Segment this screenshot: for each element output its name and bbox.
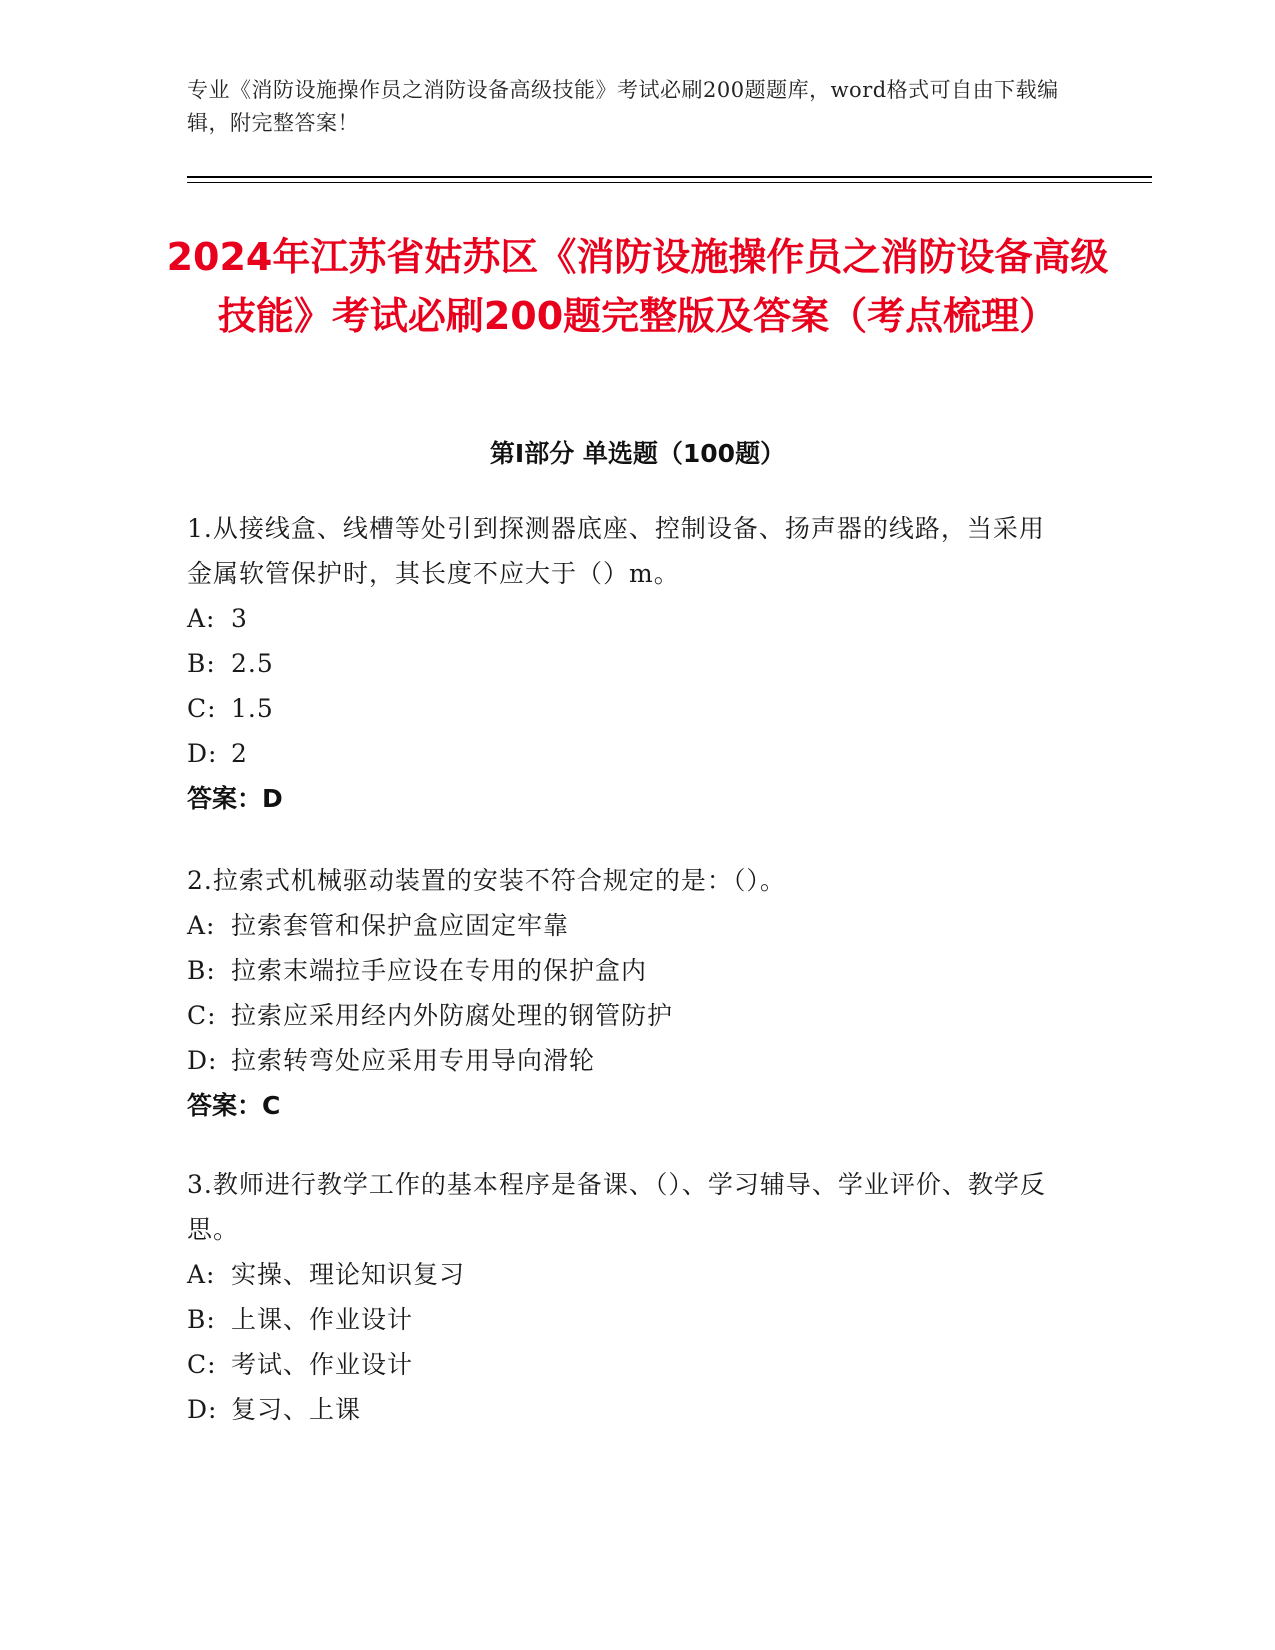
option-c: [187, 1342, 1067, 1387]
option-key: D:: [187, 739, 218, 768]
answer: 答案：D: [187, 784, 283, 813]
question-1: [187, 506, 1067, 821]
question-stem: 1.从接线盒、线槽等处引到探测器底座、控制设备、扬声器的线路，当采用金属软管保护时，其长度不应大于（）m。: [187, 514, 1045, 588]
option-key: A:: [187, 911, 216, 940]
option-d: [187, 1038, 1067, 1083]
option-b: [187, 948, 1067, 993]
option-text: 拉索应采用经内外防腐处理的钢管防护: [231, 1001, 674, 1030]
option-c: [187, 993, 1067, 1038]
question-2: [187, 858, 1067, 1128]
option-text: 2: [231, 739, 248, 768]
question-3: [187, 1162, 1067, 1432]
option-text: 拉索转弯处应采用专用导向滑轮: [231, 1046, 596, 1075]
option-key: D:: [187, 1046, 218, 1075]
option-c: [187, 686, 1067, 731]
option-a: [187, 596, 1067, 641]
question-stem: 2.拉索式机械驱动装置的安装不符合规定的是：（）。: [187, 866, 786, 895]
option-key: C:: [187, 694, 217, 723]
option-a: [187, 1252, 1067, 1297]
option-key: C:: [187, 1350, 217, 1379]
option-text: 复习、上课: [231, 1395, 362, 1424]
option-b: [187, 1297, 1067, 1342]
answer: 答案：C: [187, 1091, 281, 1120]
option-key: B:: [187, 649, 216, 678]
header-note: 专业《消防设施操作员之消防设备高级技能》考试必刷200题题库，word格式可自由下载编辑，附完整答案！: [187, 78, 1059, 135]
option-text: 2.5: [231, 649, 274, 678]
option-d: [187, 1387, 1067, 1432]
section-title: 第Ⅰ部分 单选题（100题）: [489, 439, 786, 468]
document-title: 2024年江苏省姑苏区《消防设施操作员之消防设备高级技能》考试必刷200题完整版及答案（考点梳理）: [166, 235, 1109, 338]
option-text: 考试、作业设计: [231, 1350, 414, 1379]
option-key: A:: [187, 604, 216, 633]
option-a: [187, 903, 1067, 948]
question-stem: 3.教师进行教学工作的基本程序是备课、（）、学习辅导、学业评价、教学反思。: [187, 1170, 1046, 1244]
option-key: C:: [187, 1001, 217, 1030]
option-text: 3: [231, 604, 248, 633]
header-divider-thick: [187, 176, 1152, 178]
option-text: 拉索末端拉手应设在专用的保护盒内: [231, 956, 648, 985]
option-key: B:: [187, 1305, 216, 1334]
option-key: D:: [187, 1395, 218, 1424]
option-text: 1.5: [231, 694, 274, 723]
option-text: 上课、作业设计: [231, 1305, 414, 1334]
option-d: [187, 731, 1067, 776]
option-key: B:: [187, 956, 216, 985]
option-key: A:: [187, 1260, 216, 1289]
option-b: [187, 641, 1067, 686]
option-text: 拉索套管和保护盒应固定牢靠: [231, 911, 570, 940]
header-divider-thin: [187, 182, 1152, 183]
option-text: 实操、理论知识复习: [231, 1260, 466, 1289]
